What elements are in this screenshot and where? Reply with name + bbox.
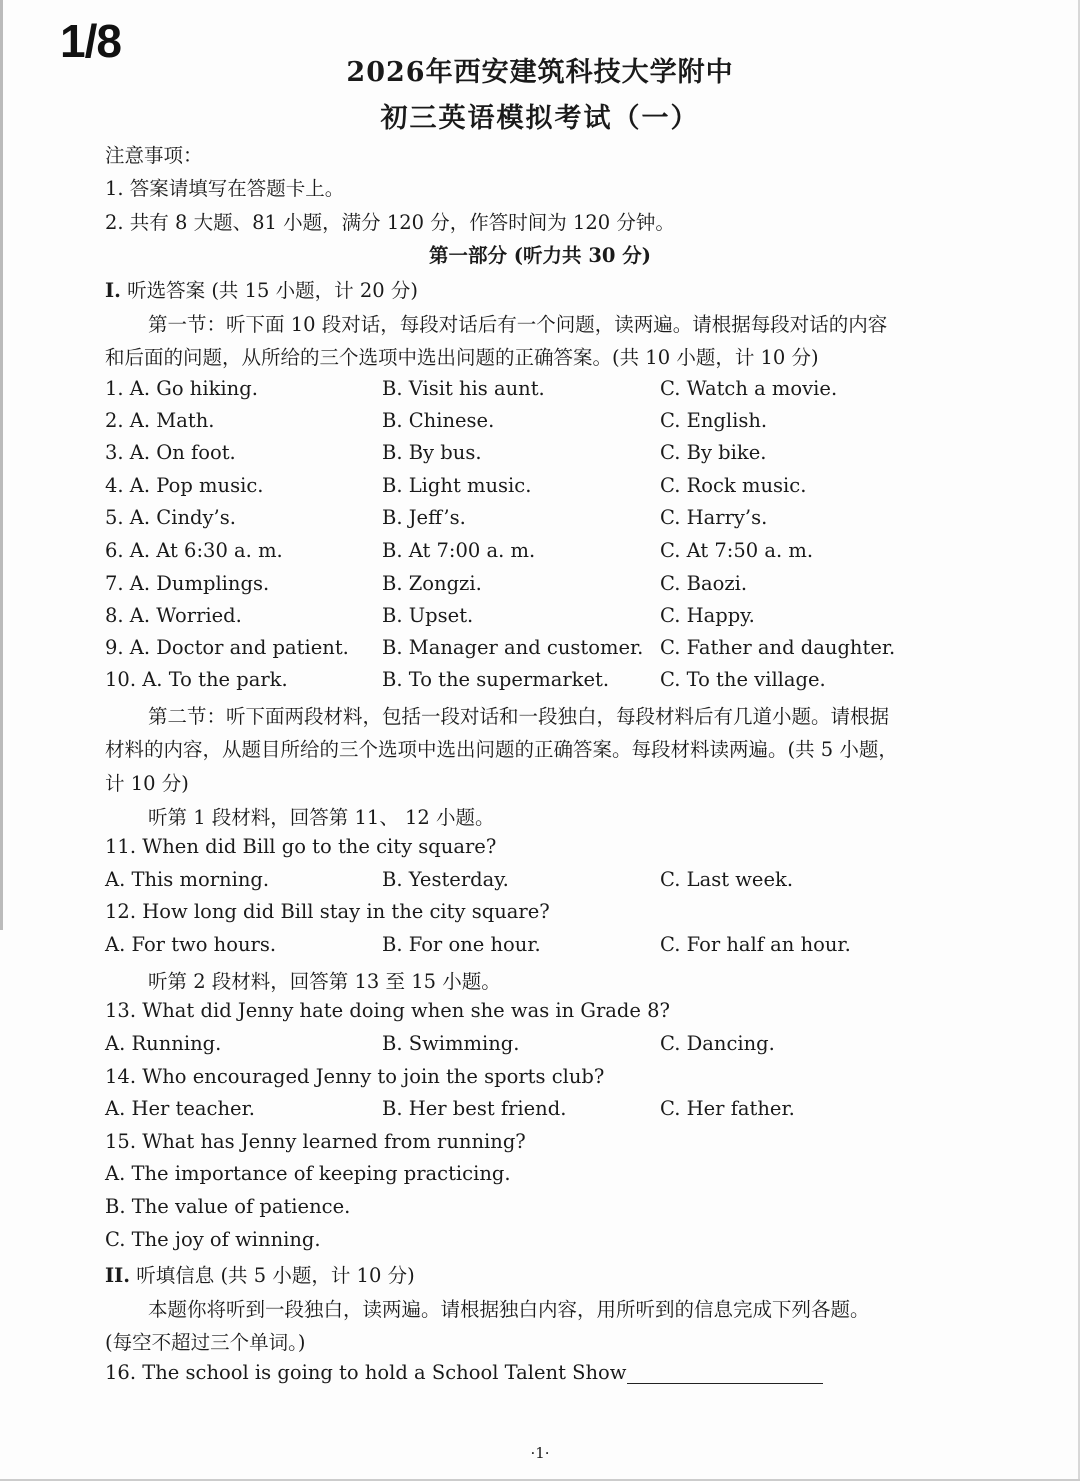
exam-title-school: 2026年西安建筑科技大学附中	[346, 57, 734, 88]
q4-option-b: B. Light music.	[382, 474, 532, 497]
q6-option-b: B. At 7:00 a. m.	[382, 539, 536, 562]
section1-instruction-line1: 第一节：听下面 10 段对话，每段对话后有一个问题，读两遍。请根据每段对话的内容	[148, 313, 888, 336]
q12-option-a: A. For two hours.	[105, 933, 277, 956]
q2-option-c: C. English.	[660, 409, 768, 432]
q13-stem: 13. What did Jenny hate doing when she was in Grade 8?	[105, 999, 670, 1022]
q9-option-a: 9. A. Doctor and patient.	[105, 636, 349, 659]
q3-option-c: C. By bike.	[660, 441, 767, 464]
q14-option-b: B. Her best friend.	[382, 1097, 567, 1120]
q4-option-a: 4. A. Pop music.	[105, 474, 264, 497]
section1-part2-instruction-line1: 第二节：听下面两段材料，包括一段对话和一段独白，每段材料后有几道小题。请根据	[148, 705, 890, 728]
q5-option-b: B. Jeff’s.	[382, 506, 466, 529]
q9-option-b: B. Manager and customer.	[382, 636, 644, 659]
section1-part2-instruction-line2: 材料的内容，从题目所给的三个选项中选出问题的正确答案。每段材料读两遍。(共 5 小题，	[105, 738, 898, 761]
section1-instruction-line2: 和后面的问题，从所给的三个选项中选出问题的正确答案。(共 10 小题，计 10 分)	[105, 346, 819, 369]
notes-item-1: 1. 答案请填写在答题卡上。	[105, 177, 345, 200]
q1-option-c: C. Watch a movie.	[660, 377, 838, 400]
section1-number: I.	[105, 279, 121, 302]
section2-heading	[105, 1260, 415, 1288]
q13-option-c: C. Dancing.	[660, 1032, 775, 1055]
q7-option-b: B. Zongzi.	[382, 572, 482, 595]
q10-option-a: 10. A. To the park.	[105, 668, 288, 691]
q6-option-a: 6. A. At 6:30 a. m.	[105, 539, 283, 562]
part1-heading: 第一部分 (听力共 30 分)	[429, 244, 651, 267]
q15-option-a: A. The importance of keeping practicing.	[105, 1162, 511, 1185]
q14-option-c: C. Her father.	[660, 1097, 795, 1120]
q11-stem: 11. When did Bill go to the city square?	[105, 835, 497, 858]
section2-instruction-line1: 本题你将听到一段独白，读两遍。请根据独白内容，用所听到的信息完成下列各题。	[148, 1298, 870, 1321]
q7-option-a: 7. A. Dumplings.	[105, 572, 270, 595]
notes-heading: 注意事项：	[105, 144, 203, 167]
q1-option-a: 1. A. Go hiking.	[105, 377, 258, 400]
q16-answer-blank	[627, 1363, 823, 1384]
exam-title-subject: 初三英语模拟考试（一）	[380, 103, 700, 134]
q11-option-a: A. This morning.	[105, 868, 270, 891]
section1-part2-instruction-line3: 计 10 分)	[105, 772, 189, 795]
section1-heading	[105, 275, 418, 303]
q11-option-c: C. Last week.	[660, 868, 794, 891]
q1-option-b: B. Visit his aunt.	[382, 377, 545, 400]
q12-option-c: C. For half an hour.	[660, 933, 851, 956]
page-counter: 1/8	[60, 15, 121, 67]
q15-option-c: C. The joy of winning.	[105, 1228, 321, 1251]
q14-option-a: A. Her teacher.	[105, 1097, 255, 1120]
q15-option-b: B. The value of patience.	[105, 1195, 351, 1218]
q2-option-a: 2. A. Math.	[105, 409, 215, 432]
q9-option-c: C. Father and daughter.	[660, 636, 896, 659]
section2-instruction-line2: (每空不超过三个单词。)	[105, 1331, 306, 1354]
material1-instruction: 听第 1 段材料，回答第 11、 12 小题。	[148, 806, 495, 829]
q16-line	[105, 1361, 823, 1384]
section1-title: 听选答案 (共 15 小题，计 20 分)	[120, 279, 418, 302]
q12-stem: 12. How long did Bill stay in the city square?	[105, 900, 550, 923]
page-number-footer: ·1·	[530, 1444, 550, 1462]
q13-option-a: A. Running.	[105, 1032, 222, 1055]
q5-option-a: 5. A. Cindy’s.	[105, 506, 236, 529]
q2-option-b: B. Chinese.	[382, 409, 495, 432]
material2-instruction: 听第 2 段材料，回答第 13 至 15 小题。	[148, 970, 501, 993]
q10-option-c: C. To the village.	[660, 668, 826, 691]
q15-stem: 15. What has Jenny learned from running?	[105, 1130, 526, 1153]
q8-option-c: C. Happy.	[660, 604, 755, 627]
q3-option-b: B. By bus.	[382, 441, 482, 464]
q5-option-c: C. Harry’s.	[660, 506, 768, 529]
q4-option-c: C. Rock music.	[660, 474, 807, 497]
q10-option-b: B. To the supermarket.	[382, 668, 610, 691]
section2-number: II.	[105, 1264, 131, 1287]
q8-option-a: 8. A. Worried.	[105, 604, 242, 627]
q6-option-c: C. At 7:50 a. m.	[660, 539, 814, 562]
page-left-edge	[0, 0, 3, 930]
q16-stem: 16. The school is going to hold a School Talent Show	[105, 1361, 627, 1384]
q12-option-b: B. For one hour.	[382, 933, 541, 956]
q14-stem: 14. Who encouraged Jenny to join the sports club?	[105, 1065, 605, 1088]
q13-option-b: B. Swimming.	[382, 1032, 520, 1055]
section2-title: 听填信息 (共 5 小题，计 10 分)	[130, 1264, 415, 1287]
q8-option-b: B. Upset.	[382, 604, 474, 627]
q3-option-a: 3. A. On foot.	[105, 441, 236, 464]
q11-option-b: B. Yesterday.	[382, 868, 509, 891]
notes-item-2: 2. 共有 8 大题、81 小题，满分 120 分，作答时间为 120 分钟。	[105, 211, 675, 234]
q7-option-c: C. Baozi.	[660, 572, 748, 595]
